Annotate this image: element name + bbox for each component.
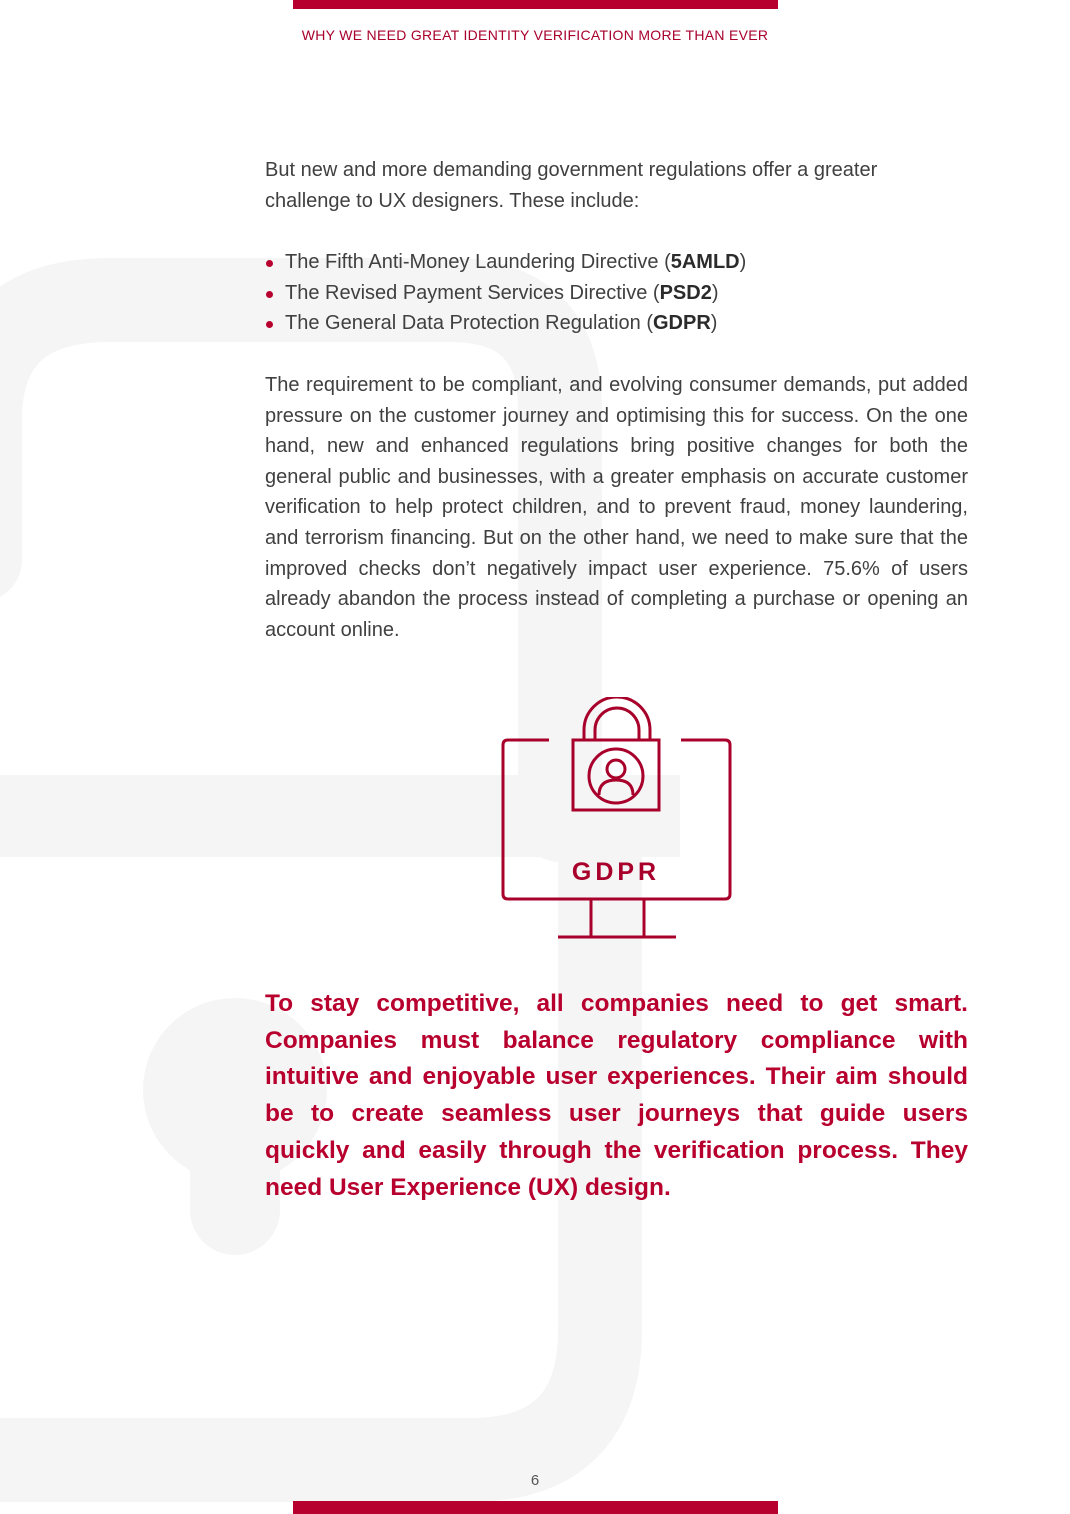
body-paragraph: The requirement to be compliant, and evolving consumer demands, put added pressure on the customer journey and optimising this for success. On the one hand, new and enhanced regulations bring positive changes for both the general public and businesses, with a greater emphasis on accurate customer verification to help protect children, and to prevent fraud, money laundering, and terrorism financing. But on the other hand, we need to make sure that the improved checks don’t negatively impact user experience. 75.6% of users already abandon the process instead of completing a purchase or opening an account online. — [265, 374, 968, 641]
page-number: 6 — [530, 1472, 540, 1489]
regulation-abbr: GDPR — [652, 312, 711, 335]
list-item: The Fifth Anti-Money Laundering Directive (5AMLD) — [265, 247, 968, 278]
monitor-lock-user-icon — [500, 697, 734, 941]
regulations-list — [265, 247, 968, 339]
bottom-accent-bar — [293, 1501, 778, 1514]
regulation-abbr: PSD2 — [659, 281, 712, 304]
intro-paragraph: But new and more demanding government regulations offer a greater challenge to UX designers. These include: — [265, 159, 878, 212]
list-item: The Revised Payment Services Directive (PSD2) — [265, 278, 968, 309]
gdpr-label: GDPR — [571, 858, 661, 886]
top-accent-bar — [293, 0, 778, 9]
page-header-title: WHY WE NEED GREAT IDENTITY VERIFICATION MORE THAN EVER — [301, 27, 769, 43]
callout-paragraph: To stay competitive, all companies need to get smart. Companies must balance regulatory compliance with intuitive and enjoyable user experiences. Their aim should be to create seamless user journeys that guide users quickly and easily through the verification process. They need User Experience (UX) design. — [265, 990, 968, 1201]
list-item: The General Data Protection Regulation (GDPR) — [265, 308, 968, 339]
regulation-abbr: 5AMLD — [670, 251, 740, 273]
